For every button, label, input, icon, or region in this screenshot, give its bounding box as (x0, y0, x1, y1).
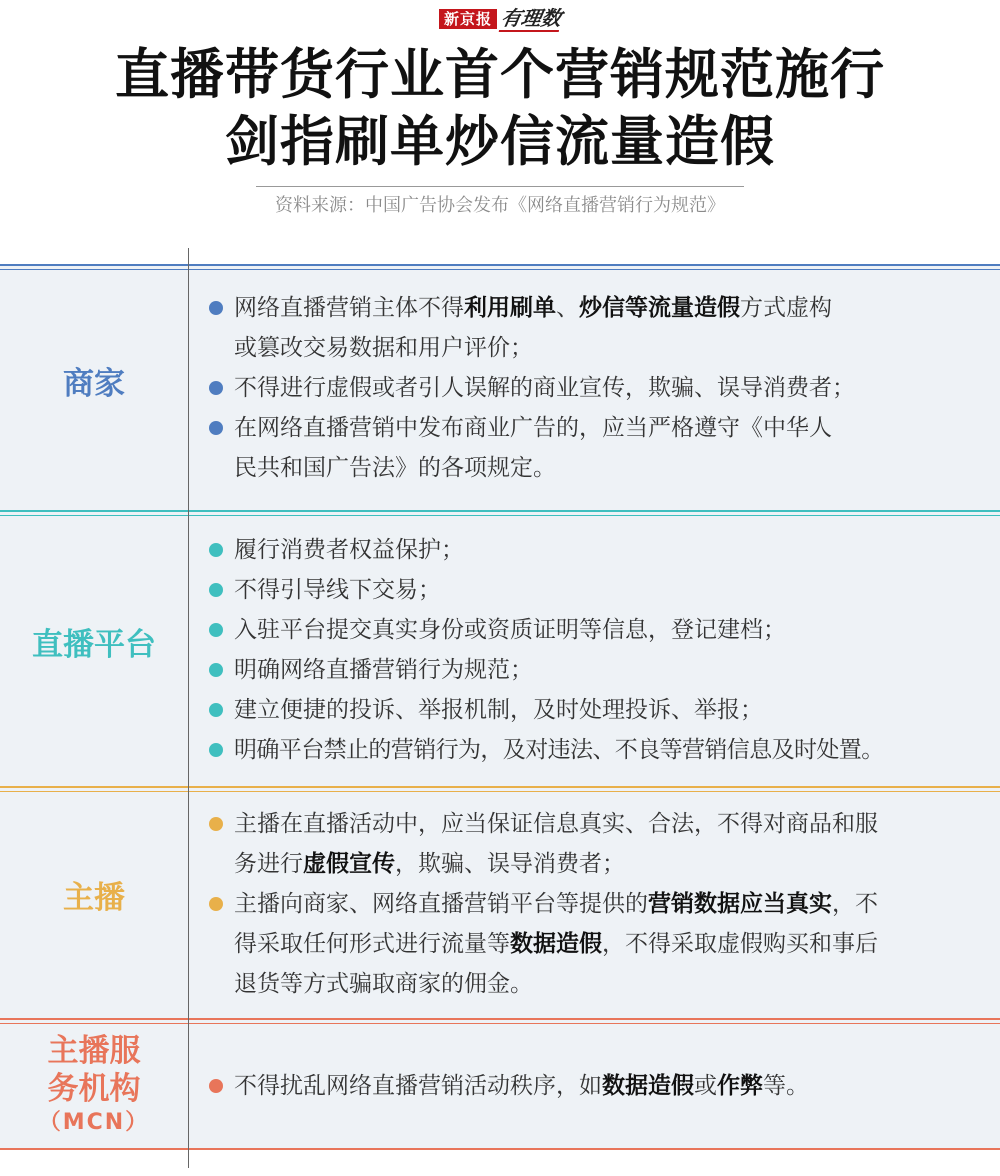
list-item-continuation (206, 964, 996, 1004)
section-top-border (0, 786, 1000, 788)
item-text: ，不 (832, 891, 878, 917)
section-top-border-thin (0, 515, 1000, 516)
item-text: 或篡改交易数据和用户评价； (234, 335, 533, 361)
section-label-mcn (0, 1032, 188, 1138)
list-item (206, 1066, 996, 1106)
list-item (206, 650, 996, 690)
section-top-border (0, 510, 1000, 512)
section-mcn (0, 1018, 1000, 1150)
list-item-continuation (206, 328, 996, 368)
item-text: 得采取任何形式进行流量等 (234, 931, 510, 957)
section-top-border-thin (0, 1023, 1000, 1024)
list-item-continuation (206, 844, 996, 884)
item-text: 民共和国广告法》的各项规定。 (234, 455, 556, 481)
title-line-1: 直播带货行业首个营销规范施行 (115, 43, 885, 106)
source-note: 资料来源：中国广告协会发布《网络直播营销行为规范》 (275, 195, 725, 216)
item-emphasis: 炒信等流量造假 (579, 295, 740, 321)
list-item (206, 530, 996, 570)
mcn-label-line-1: 主播服 (47, 1033, 141, 1069)
bullet-dot-icon (209, 743, 223, 757)
section-platform (0, 510, 1000, 786)
list-item-continuation (206, 924, 996, 964)
item-text: 明确平台禁止的营销行为，及对违法、不良等营销信息及时处置。 (234, 737, 884, 763)
list-item (206, 730, 996, 770)
bullet-dot-icon (209, 1079, 223, 1093)
item-text: 网络直播营销主体不得 (234, 295, 464, 321)
item-text: 、 (556, 295, 579, 321)
anchor-rules (206, 804, 996, 1004)
section-top-border (0, 264, 1000, 266)
list-item-continuation (206, 448, 996, 488)
item-text: 入驻平台提交真实身份或资质证明等信息，登记建档； (234, 617, 786, 643)
item-text: 明确网络直播营销行为规范； (234, 657, 533, 683)
brand-logo: 新京报 (439, 9, 497, 29)
bullet-dot-icon (209, 543, 223, 557)
bullet-dot-icon (209, 301, 223, 315)
item-text: 务进行 (234, 851, 303, 877)
platform-rules (206, 530, 996, 770)
item-text: 在网络直播营销中发布商业广告的，应当严格遵守《中华人 (234, 415, 832, 441)
bullet-dot-icon (209, 421, 223, 435)
column-logo: 有理数 (499, 6, 564, 30)
list-item (206, 570, 996, 610)
section-anchor (0, 786, 1000, 1018)
masthead (0, 5, 1000, 33)
section-top-border-thin (0, 791, 1000, 792)
list-item (206, 610, 996, 650)
list-item (206, 368, 996, 408)
section-merchant (0, 264, 1000, 510)
bullet-dot-icon (209, 583, 223, 597)
item-text: 方式虚构 (740, 295, 832, 321)
mcn-rules (206, 1066, 996, 1106)
item-text: 履行消费者权益保护； (234, 537, 464, 563)
list-item (206, 408, 996, 448)
item-text: 或 (694, 1073, 717, 1099)
bullet-dot-icon (209, 623, 223, 637)
item-text: 主播在直播活动中，应当保证信息真实、合法，不得对商品和服 (234, 811, 878, 837)
bullet-dot-icon (209, 817, 223, 831)
item-emphasis: 数据造假 (602, 1073, 694, 1099)
item-emphasis: 利用刷单 (464, 295, 556, 321)
item-text: 不得进行虚假或者引人误解的商业宣传，欺骗、误导消费者； (234, 375, 855, 401)
section-label-merchant: 商家 (63, 366, 125, 402)
item-text: 不得引导线下交易； (234, 577, 441, 603)
bullet-dot-icon (209, 703, 223, 717)
section-top-border-thin (0, 269, 1000, 270)
item-text: 不得扰乱网络直播营销活动秩序，如 (234, 1073, 602, 1099)
list-item (206, 804, 996, 844)
item-text: 退货等方式骗取商家的佣金。 (234, 971, 533, 997)
bullet-dot-icon (209, 897, 223, 911)
item-text: ，欺骗、误导消费者； (395, 851, 625, 877)
mcn-label-line-2: 务机构 (47, 1071, 141, 1107)
bullet-dot-icon (209, 381, 223, 395)
section-bottom-border (0, 1148, 1000, 1150)
mcn-label-line-3: （MCN） (38, 1110, 150, 1135)
section-label-anchor: 主播 (63, 880, 125, 916)
list-item (206, 690, 996, 730)
list-item (206, 288, 996, 328)
bullet-dot-icon (209, 663, 223, 677)
list-item (206, 884, 996, 924)
title-line-2: 剑指刷单炒信流量造假 (225, 110, 775, 173)
item-text: 等。 (763, 1073, 809, 1099)
item-emphasis: 营销数据应当真实 (648, 891, 832, 917)
item-emphasis: 数据造假 (510, 931, 602, 957)
source-divider (256, 186, 744, 187)
column-divider (188, 248, 189, 1168)
merchant-rules (206, 288, 996, 488)
item-text: ，不得采取虚假购买和事后 (602, 931, 878, 957)
item-emphasis: 作弊 (717, 1073, 763, 1099)
section-top-border (0, 1018, 1000, 1020)
item-emphasis: 虚假宣传 (303, 851, 395, 877)
section-label-platform: 直播平台 (32, 627, 156, 663)
item-text: 主播向商家、网络直播营销平台等提供的 (234, 891, 648, 917)
item-text: 建立便捷的投诉、举报机制，及时处理投诉、举报； (234, 697, 763, 723)
